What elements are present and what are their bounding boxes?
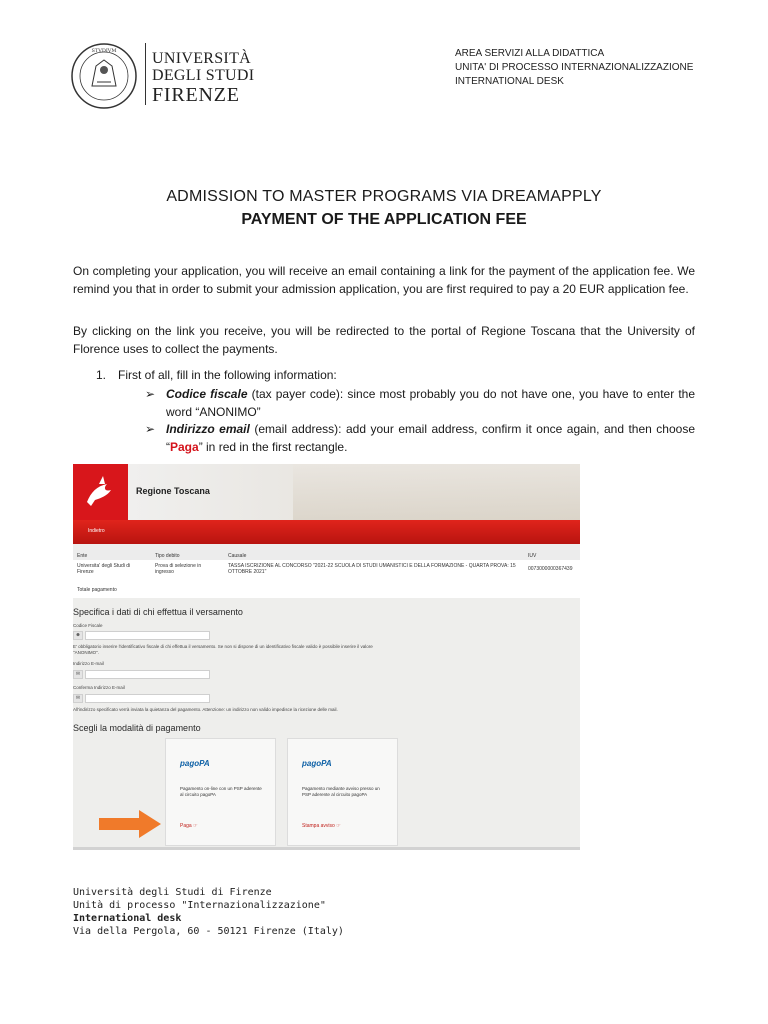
payment-table: [73, 550, 580, 598]
table-header: Tipo debito: [155, 553, 180, 559]
bullet-term: Codice fiscale: [166, 387, 248, 401]
cf-note: E' obbligatorio inserire l'identificativo fiscale di chi effettua il versamento. Se non si dispone di un identificativo fiscale valido è possibile inserire il valore "ANONIMO".: [73, 644, 373, 655]
university-name-line2: DEGLI STUDI: [152, 67, 255, 84]
university-name: [152, 50, 254, 106]
screenshot-bottom-border: [73, 847, 580, 850]
footer-line: Via della Pergola, 60 - 50121 Firenze (Italy): [73, 926, 344, 937]
cf-label: Codice Fiscale: [73, 623, 103, 628]
regione-toscana-screenshot: [73, 464, 580, 850]
bullet-desc: (email address): add your email address, confirm it once again, and then choose “: [166, 422, 696, 454]
back-link[interactable]: Indietro: [88, 528, 105, 534]
table-header: IUV: [528, 553, 537, 559]
bullet-text: [166, 385, 695, 421]
bullet-desc: ” in red in the first rectangle.: [198, 440, 348, 454]
bullet-codice-fiscale: [145, 385, 695, 421]
footer-line: Università degli Studi di Firenze: [73, 887, 272, 898]
total-label: Totale pagamento: [77, 587, 117, 593]
table-cell: Universita' degli Studi di Firenze: [77, 563, 131, 575]
card-description: Pagamento mediante avviso presso un PSP aderente al circuito pagoPA: [302, 786, 380, 797]
email-icon: ✉: [73, 670, 83, 679]
email-label: Indirizzo E-mail: [73, 661, 104, 666]
step-text: First of all, fill in the following information:: [118, 368, 337, 382]
paragraph-redirect: By clicking on the link you receive, you will be redirected to the portal of Regione Toscana that the University of Florence uses to collect the payments.: [73, 324, 695, 356]
office-block: [455, 47, 693, 89]
arrow-bullet-icon: ➢: [145, 422, 156, 436]
stampa-avviso-label: Stampa avviso: [302, 823, 335, 829]
portal-navbar: [73, 520, 580, 544]
section-payer-title: Specifica i dati di chi effettua il versamento: [73, 607, 243, 617]
table-cell: Prova di selezione in ingresso: [155, 563, 202, 575]
pagopa-logo: pagoPA: [180, 759, 210, 768]
email-confirm-label: Conferma Indirizzo E-mail: [73, 685, 125, 690]
section-payment-method-title: Scegli la modalità di pagamento: [73, 723, 201, 733]
card-description: Pagamento on-line con un PSP aderente al circuito pagoPA: [180, 786, 262, 797]
university-seal-icon: [70, 42, 138, 110]
hand-pointer-icon: ☞: [336, 823, 341, 829]
header-divider: [145, 43, 146, 105]
university-name-line3: FIRENZE: [152, 84, 240, 106]
bullet-term: Indirizzo email: [166, 422, 250, 436]
paga-link[interactable]: [180, 823, 198, 829]
portal-brand: Regione Toscana: [136, 486, 210, 496]
arrow-bullet-icon: ➢: [145, 387, 156, 401]
regione-toscana-logo-icon: [73, 464, 128, 520]
email-note: All'indirizzo specificato verrà inviata la quietanza del pagamento. Attenzione: un indirizzo non valido impedisce la ricezione delle mail.: [73, 707, 338, 712]
document-title: ADMISSION TO MASTER PROGRAMS VIA DREAMAPPLY: [166, 188, 602, 205]
step-1: [96, 367, 337, 383]
pagopa-logo: pagoPA: [302, 759, 332, 768]
svg-text:STVDIVM: STVDIVM: [91, 48, 117, 54]
orange-arrow-icon: [99, 810, 161, 838]
footer-line: International desk: [73, 913, 182, 924]
table-cell: 0073000000367439: [528, 566, 573, 572]
email-input[interactable]: [85, 670, 210, 679]
paga-highlight: Paga: [170, 440, 199, 454]
payment-card-notice[interactable]: [287, 738, 398, 846]
stampa-avviso-link[interactable]: [302, 823, 341, 829]
email-icon: ✉: [73, 694, 83, 703]
codice-fiscale-input[interactable]: [85, 631, 210, 640]
table-cell: TASSA ISCRIZIONE AL CONCORSO "2021-22 SCUOLA DI STUDI UMANISTICI E DELLA FORMAZIONE - QUARTA PROVA: 15 OTTOBRE 2021": [228, 563, 516, 575]
office-line: AREA SERVIZI ALLA DIDATTICA: [455, 48, 605, 59]
footer-address: [73, 886, 344, 938]
payment-card-online[interactable]: [165, 738, 276, 846]
document-subtitle: PAYMENT OF THE APPLICATION FEE: [241, 211, 527, 228]
paga-link-label: Paga: [180, 823, 192, 829]
bullet-text: [166, 420, 695, 456]
user-icon: ☻: [73, 631, 83, 640]
table-header-row: [73, 550, 580, 560]
step-number: 1.: [96, 368, 107, 382]
university-name-line1: UNIVERSITÀ: [152, 50, 251, 67]
bullet-email: [145, 420, 695, 456]
hand-pointer-icon: ☞: [193, 823, 198, 829]
office-line: UNITA' DI PROCESSO INTERNAZIONALIZZAZIONE: [455, 62, 694, 73]
office-line: INTERNATIONAL DESK: [455, 76, 564, 87]
table-header: Causale: [228, 553, 247, 559]
email-confirm-input[interactable]: [85, 694, 210, 703]
table-header: Ente: [77, 553, 88, 559]
bullet-desc: (tax payer code): since most probably you do not have one, you have to enter the word “ANONIMO”: [166, 387, 696, 419]
paragraph-intro: On completing your application, you will receive an email containing a link for the payment of the application fee. We remind you that in order to submit your admission application, you are first required to pay a 20 EUR application fee.: [73, 264, 695, 296]
footer-line: Unità di processo "Internazionalizzazione": [73, 900, 326, 911]
banner-landscape: [293, 464, 580, 520]
